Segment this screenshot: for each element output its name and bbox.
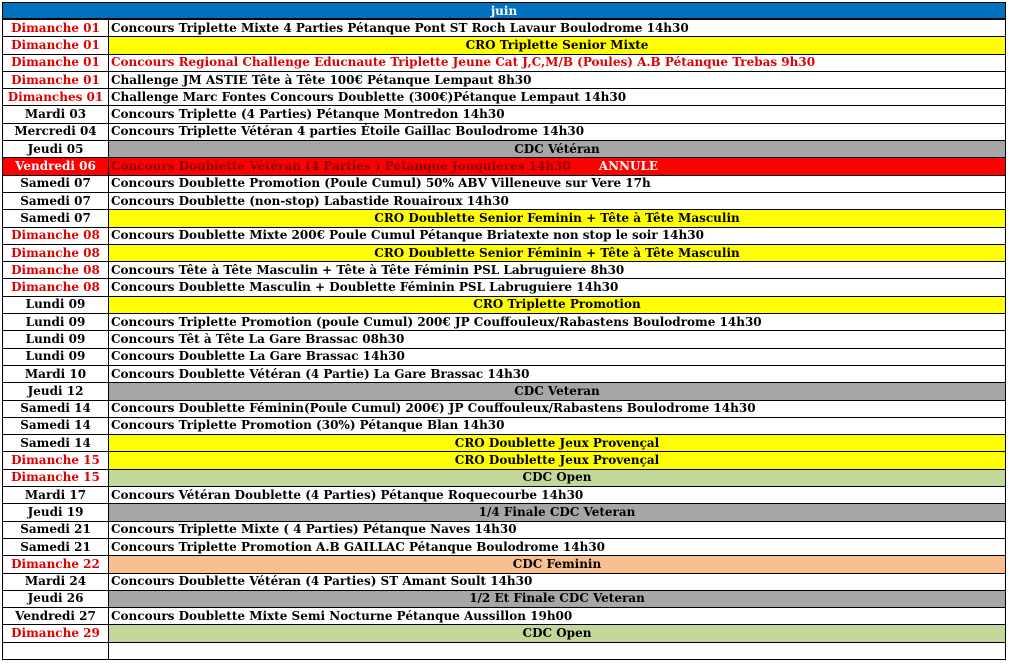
day-cell: Dimanche 22 bbox=[3, 556, 109, 573]
day-cell: Samedi 14 bbox=[3, 400, 109, 417]
event-text: Challenge JM ASTIE Tête à Tête 100€ Pétanque Lempaut 8h30 bbox=[111, 72, 532, 87]
day-cell: Dimanche 08 bbox=[3, 279, 109, 296]
day-cell: Dimanches 01 bbox=[3, 89, 109, 106]
table-row bbox=[3, 417, 1006, 434]
table-row bbox=[3, 538, 1006, 555]
event-cell bbox=[109, 521, 1006, 538]
day-cell: Mardi 17 bbox=[3, 487, 109, 504]
table-row bbox=[3, 192, 1006, 209]
day-cell: Lundi 09 bbox=[3, 314, 109, 331]
schedule-sheet bbox=[2, 2, 1006, 660]
event-cell bbox=[109, 556, 1006, 573]
day-cell: Samedi 14 bbox=[3, 417, 109, 434]
event-text: CRO Doublette Jeux Provençal bbox=[454, 453, 660, 468]
event-cell bbox=[109, 417, 1006, 434]
table-row bbox=[3, 383, 1006, 400]
event-cell bbox=[109, 400, 1006, 417]
table-row bbox=[3, 331, 1006, 348]
table-row bbox=[3, 435, 1006, 452]
event-cell bbox=[109, 296, 1006, 313]
event-text: Concours Têt à Tête La Gare Brassac 08h30 bbox=[111, 331, 405, 346]
table-row bbox=[3, 141, 1006, 158]
event-text: Concours Triplette Mixte ( 4 Parties) Pétanque Naves 14h30 bbox=[111, 522, 517, 537]
cancelled-badge: ANNULE bbox=[598, 159, 659, 174]
event-cell bbox=[109, 54, 1006, 71]
table-row bbox=[3, 487, 1006, 504]
event-cell bbox=[109, 175, 1006, 192]
table-row bbox=[3, 348, 1006, 365]
day-cell: Samedi 07 bbox=[3, 175, 109, 192]
event-cell bbox=[109, 452, 1006, 469]
table-row bbox=[3, 210, 1006, 227]
day-cell: Vendredi 27 bbox=[3, 608, 109, 625]
day-cell: Vendredi 06 bbox=[3, 158, 109, 175]
event-text: Concours Doublette Vétéran (4 Parties ) Petanque Jonquieres 14h30 bbox=[111, 159, 571, 174]
event-cell bbox=[109, 608, 1006, 625]
event-text: Challenge Marc Fontes Concours Doublette (300€)Pétanque Lempaut 14h30 bbox=[111, 89, 627, 104]
event-text: Concours Doublette Promotion (Poule Cumul) 50% ABV Villeneuve sur Vere 17h bbox=[111, 176, 651, 191]
event-cell bbox=[109, 89, 1006, 106]
table-row bbox=[3, 20, 1006, 37]
table-row bbox=[3, 314, 1006, 331]
table-row bbox=[3, 625, 1006, 642]
event-text: Concours Doublette Vétéran (4 Partie) La Gare Brassac 14h30 bbox=[111, 366, 530, 381]
day-cell: Samedi 21 bbox=[3, 538, 109, 555]
table-row bbox=[3, 296, 1006, 313]
event-text: Concours Triplette Promotion (poule Cumul) 200€ JP Couffouleux/Rabastens Boulodrome 14h30 bbox=[111, 314, 762, 329]
day-cell: Samedi 21 bbox=[3, 521, 109, 538]
table-row bbox=[3, 123, 1006, 140]
event-cell bbox=[109, 348, 1006, 365]
event-text: CDC Veteran bbox=[514, 383, 600, 398]
event-cell bbox=[109, 383, 1006, 400]
event-cell bbox=[109, 590, 1006, 607]
table-row bbox=[3, 504, 1006, 521]
event-cell bbox=[109, 625, 1006, 642]
day-cell: Dimanche 29 bbox=[3, 625, 109, 642]
table-row bbox=[3, 642, 1006, 659]
event-cell bbox=[109, 37, 1006, 54]
day-cell bbox=[3, 642, 109, 659]
event-text: CRO Triplette Promotion bbox=[473, 297, 641, 312]
event-cell bbox=[109, 20, 1006, 37]
day-cell: Samedi 14 bbox=[3, 435, 109, 452]
event-cell bbox=[109, 435, 1006, 452]
day-cell: Lundi 09 bbox=[3, 348, 109, 365]
event-text: Concours Doublette Masculin + Doublette Féminin PSL Labruguiere 14h30 bbox=[111, 280, 619, 295]
table-row bbox=[3, 469, 1006, 486]
table-row bbox=[3, 521, 1006, 538]
event-cell bbox=[109, 71, 1006, 88]
event-cell bbox=[109, 487, 1006, 504]
table-row bbox=[3, 452, 1006, 469]
event-cell bbox=[109, 123, 1006, 140]
table-row bbox=[3, 89, 1006, 106]
event-text: CDC Feminin bbox=[512, 556, 602, 571]
event-text: Concours Doublette Mixte 200€ Poule Cumul Pétanque Briatexte non stop le soir 14h30 bbox=[111, 228, 704, 243]
event-cell bbox=[109, 210, 1006, 227]
table-row bbox=[3, 365, 1006, 382]
event-cell bbox=[109, 538, 1006, 555]
event-text: Concours Triplette Mixte 4 Parties Pétanque Pont ST Roch Lavaur Boulodrome 14h30 bbox=[111, 20, 689, 35]
day-cell: Dimanche 08 bbox=[3, 244, 109, 261]
event-text: Concours Doublette La Gare Brassac 14h30 bbox=[111, 349, 405, 364]
table-row bbox=[3, 573, 1006, 590]
event-cell bbox=[109, 227, 1006, 244]
day-cell: Samedi 07 bbox=[3, 192, 109, 209]
table-row bbox=[3, 556, 1006, 573]
event-cell bbox=[109, 262, 1006, 279]
table-row bbox=[3, 608, 1006, 625]
event-cell bbox=[109, 331, 1006, 348]
event-cell bbox=[109, 469, 1006, 486]
event-cell bbox=[109, 106, 1006, 123]
table-row bbox=[3, 175, 1006, 192]
event-text: CRO Doublette Senior Féminin + Tête à Tête Masculin bbox=[374, 245, 740, 260]
table-row bbox=[3, 54, 1006, 71]
events-table bbox=[2, 19, 1006, 660]
event-text: Concours Triplette Promotion A.B GAILLAC Pétanque Boulodrome 14h30 bbox=[111, 539, 606, 554]
event-text: CDC Open bbox=[522, 626, 592, 641]
event-text: 1/4 Finale CDC Veteran bbox=[478, 504, 636, 519]
day-cell: Mardi 24 bbox=[3, 573, 109, 590]
day-cell: Mardi 10 bbox=[3, 365, 109, 382]
event-text: CRO Doublette Senior Feminin + Tête à Tête Masculin bbox=[374, 210, 740, 225]
table-row bbox=[3, 71, 1006, 88]
day-cell: Dimanche 15 bbox=[3, 469, 109, 486]
day-cell: Mardi 03 bbox=[3, 106, 109, 123]
event-cell bbox=[109, 244, 1006, 261]
table-row bbox=[3, 106, 1006, 123]
event-text: Concours Vétéran Doublette (4 Parties) Pétanque Roquecourbe 14h30 bbox=[111, 487, 584, 502]
event-text: Concours Doublette Mixte Semi Nocturne Pétanque Aussillon 19h00 bbox=[111, 608, 573, 623]
event-text: CRO Triplette Senior Mixte bbox=[465, 37, 649, 52]
day-cell: Dimanche 01 bbox=[3, 71, 109, 88]
day-cell: Mercredi 04 bbox=[3, 123, 109, 140]
day-cell: Lundi 09 bbox=[3, 331, 109, 348]
day-cell: Jeudi 26 bbox=[3, 590, 109, 607]
events-table-body bbox=[3, 20, 1006, 660]
event-cell bbox=[109, 141, 1006, 158]
day-cell: Dimanche 08 bbox=[3, 227, 109, 244]
table-row bbox=[3, 279, 1006, 296]
table-row bbox=[3, 158, 1006, 175]
event-text: 1/2 Et Finale CDC Veteran bbox=[469, 591, 645, 606]
event-cell bbox=[109, 504, 1006, 521]
table-row bbox=[3, 227, 1006, 244]
event-cell bbox=[109, 365, 1006, 382]
day-cell: Dimanche 01 bbox=[3, 20, 109, 37]
day-cell: Dimanche 01 bbox=[3, 54, 109, 71]
event-text: Concours Doublette Vétéran (4 Parties) ST Amant Soult 14h30 bbox=[111, 574, 533, 589]
table-row bbox=[3, 244, 1006, 261]
table-row bbox=[3, 400, 1006, 417]
day-cell: Samedi 07 bbox=[3, 210, 109, 227]
event-text: Concours Triplette (4 Parties) Pétanque Montredon 14h30 bbox=[111, 107, 505, 122]
day-cell: Lundi 09 bbox=[3, 296, 109, 313]
day-cell: Jeudi 12 bbox=[3, 383, 109, 400]
event-cell bbox=[109, 642, 1006, 659]
table-row bbox=[3, 590, 1006, 607]
event-cell bbox=[109, 192, 1006, 209]
event-cell bbox=[109, 314, 1006, 331]
day-cell: Dimanche 08 bbox=[3, 262, 109, 279]
day-cell: Jeudi 05 bbox=[3, 141, 109, 158]
event-text: Concours Triplette Vétéran 4 parties Étoile Gaillac Boulodrome 14h30 bbox=[111, 124, 585, 139]
day-cell: Jeudi 19 bbox=[3, 504, 109, 521]
table-row bbox=[3, 37, 1006, 54]
event-text: CDC Vétéran bbox=[514, 141, 600, 156]
day-cell: Dimanche 15 bbox=[3, 452, 109, 469]
event-cell bbox=[109, 158, 1006, 175]
event-text: Concours Regional Challenge Educnaute Triplette Jeune Cat J,C,M/B (Poules) A.B Pétanque Trebas 9h30 bbox=[111, 55, 816, 70]
day-cell: Dimanche 01 bbox=[3, 37, 109, 54]
event-cell bbox=[109, 573, 1006, 590]
event-text: CDC Open bbox=[522, 470, 592, 485]
event-cell bbox=[109, 279, 1006, 296]
event-text: Concours Doublette (non-stop) Labastide Rouairoux 14h30 bbox=[111, 193, 509, 208]
event-text: Concours Tête à Tête Masculin + Tête à Tête Féminin PSL Labruguiere 8h30 bbox=[111, 262, 625, 277]
event-text: Concours Doublette Féminin(Poule Cumul) 200€) JP Couffouleux/Rabastens Boulodrome 14h30 bbox=[111, 401, 756, 416]
event-text: CRO Doublette Jeux Provençal bbox=[454, 435, 660, 450]
table-row bbox=[3, 262, 1006, 279]
month-header: juin bbox=[2, 2, 1006, 19]
event-text: Concours Triplette Promotion (30%) Pétanque Blan 14h30 bbox=[111, 418, 505, 433]
